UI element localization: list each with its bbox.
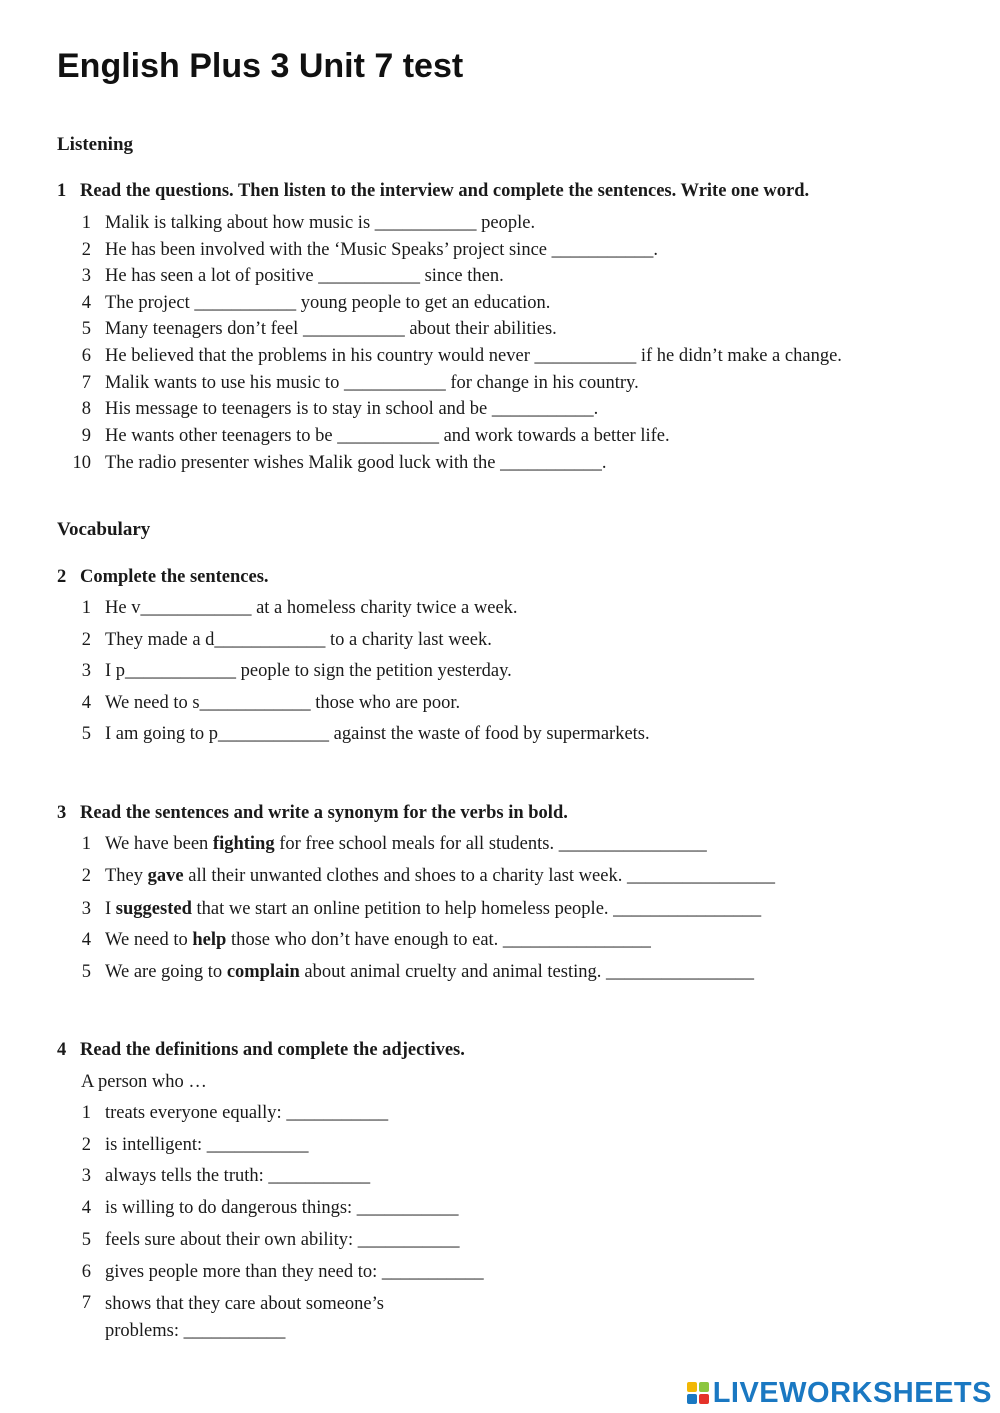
item-text: treats everyone equally: ___________ — [105, 1103, 389, 1123]
item-text: feels sure about their own ability: ___________ — [105, 1230, 460, 1250]
logo-square — [687, 1394, 697, 1404]
item-text: Malik wants to use his music to ___________ for change in his country. — [105, 373, 639, 393]
exercise-number: 3 — [57, 803, 67, 823]
instruction-text: Read the questions. Then listen to the interview and complete the sentences. Write one word. — [80, 181, 810, 201]
exercise-4-item — [63, 1291, 435, 1345]
item-text: His message to teenagers is to stay in school and be ___________. — [105, 399, 599, 419]
logo-square — [699, 1394, 709, 1404]
exercise-3-instruction — [57, 801, 568, 825]
item-text: He has seen a lot of positive ___________ since then. — [105, 266, 504, 286]
exercise-4-item — [63, 1228, 460, 1252]
item-number: 5 — [81, 319, 91, 339]
item-number: 6 — [81, 346, 91, 366]
item-number: 2 — [81, 866, 91, 886]
item-number: 7 — [81, 373, 91, 393]
text-before: We have been — [105, 834, 213, 854]
exercise-1-item — [63, 317, 557, 341]
text-before: We need to — [105, 930, 193, 950]
item-text — [105, 864, 775, 888]
text-after: for free school meals for all students. ________________ — [274, 834, 707, 854]
text-after: about animal cruelty and animal testing. ________________ — [299, 962, 754, 982]
item-number: 3 — [81, 661, 91, 681]
exercise-3-item — [63, 832, 707, 856]
exercise-1-item — [63, 397, 598, 421]
exercise-2-item — [63, 691, 460, 715]
item-number: 7 — [81, 1293, 91, 1313]
item-number: 4 — [81, 293, 91, 313]
exercise-1-instruction — [57, 179, 809, 203]
exercise-2-item — [63, 628, 492, 652]
logo-square — [699, 1382, 709, 1392]
exercise-3-item — [63, 897, 761, 921]
item-number: 4 — [81, 930, 91, 950]
text-before: I — [105, 899, 116, 919]
logo-text: LIVEWORKSHEETS — [712, 1376, 992, 1409]
exercise-4-item — [63, 1164, 370, 1188]
item-text: They made a d____________ to a charity last week. — [105, 630, 492, 650]
exercise-3-item — [63, 928, 651, 952]
item-text: is willing to do dangerous things: ___________ — [105, 1198, 459, 1218]
exercise-1-item — [63, 424, 670, 448]
bold-verb: help — [192, 930, 227, 950]
instruction-text: Complete the sentences. — [80, 567, 269, 587]
item-text — [105, 928, 651, 952]
text-after: that we start an online petition to help homeless people. ________________ — [191, 899, 762, 919]
exercise-2-item — [63, 722, 650, 746]
section-heading-vocabulary: Vocabulary — [57, 519, 151, 540]
exercise-number: 2 — [57, 567, 67, 587]
exercise-1-item — [63, 344, 842, 368]
exercise-number: 4 — [57, 1040, 67, 1060]
exercise-4-item — [63, 1260, 484, 1284]
instruction-text: Read the definitions and complete the adjectives. — [80, 1040, 465, 1060]
item-number: 5 — [81, 724, 91, 744]
exercise-1-item — [63, 238, 658, 262]
item-number: 1 — [81, 213, 91, 233]
item-text: shows that they care about someone’s problems: ___________ — [105, 1294, 384, 1341]
item-number: 5 — [81, 1230, 91, 1250]
item-text: Many teenagers don’t feel ___________ about their abilities. — [105, 319, 557, 339]
exercise-1-item — [63, 291, 550, 315]
item-text — [105, 832, 707, 856]
item-number: 2 — [81, 630, 91, 650]
exercise-2-item — [63, 596, 518, 620]
item-number: 3 — [81, 1166, 91, 1186]
text-before: They — [105, 866, 148, 886]
item-number: 3 — [81, 899, 91, 919]
exercise-2-item — [63, 659, 512, 683]
exercise-4-lead: A person who … — [81, 1072, 207, 1092]
item-text: always tells the truth: ___________ — [105, 1166, 371, 1186]
item-number: 5 — [81, 962, 91, 982]
item-text: gives people more than they need to: ___________ — [105, 1262, 484, 1282]
instruction-text: Read the sentences and write a synonym for the verbs in bold. — [80, 803, 568, 823]
bold-verb: suggested — [115, 899, 192, 919]
item-text — [105, 960, 754, 984]
item-number: 6 — [81, 1262, 91, 1282]
item-text: He believed that the problems in his country would never ___________ if he didn’t make a change. — [105, 346, 842, 366]
item-text: Malik is talking about how music is ___________ people. — [105, 213, 536, 233]
exercise-1-item — [63, 211, 535, 235]
exercise-1-item — [63, 371, 639, 395]
exercise-4-item — [63, 1101, 388, 1125]
item-text: The project ___________ young people to get an education. — [105, 293, 551, 313]
item-number: 2 — [81, 1135, 91, 1155]
exercise-3-item — [63, 864, 775, 888]
text-after: all their unwanted clothes and shoes to a charity last week. ________________ — [183, 866, 775, 886]
page-title: English Plus 3 Unit 7 test — [57, 47, 464, 85]
exercise-2-instruction — [57, 565, 269, 589]
item-text: He has been involved with the ‘Music Speaks’ project since ___________. — [105, 240, 658, 260]
exercise-number: 1 — [57, 181, 67, 201]
exercise-1-item — [63, 264, 504, 288]
logo-square — [687, 1382, 697, 1392]
exercise-1-item — [63, 451, 606, 475]
bold-verb: complain — [226, 962, 300, 982]
item-number: 3 — [81, 266, 91, 286]
item-number: 4 — [81, 1198, 91, 1218]
item-number: 1 — [81, 834, 91, 854]
item-number: 2 — [81, 240, 91, 260]
exercise-3-item — [63, 960, 754, 984]
section-heading-listening: Listening — [57, 134, 134, 155]
item-number: 8 — [81, 399, 91, 419]
item-text: I am going to p____________ against the waste of food by supermarkets. — [105, 724, 650, 744]
item-text: is intelligent: ___________ — [105, 1135, 309, 1155]
item-number: 1 — [81, 598, 91, 618]
item-number: 9 — [81, 426, 91, 446]
item-number: 1 — [81, 1103, 91, 1123]
exercise-4-instruction — [57, 1038, 465, 1062]
item-text: He wants other teenagers to be ___________ and work towards a better life. — [105, 426, 670, 446]
item-text: The radio presenter wishes Malik good luck with the ___________. — [105, 453, 607, 473]
bold-verb: gave — [147, 866, 184, 886]
text-before: We are going to — [105, 962, 227, 982]
bold-verb: fighting — [212, 834, 275, 854]
exercise-4-item — [63, 1133, 309, 1157]
exercise-4-item — [63, 1196, 459, 1220]
item-text: I p____________ people to sign the petition yesterday. — [105, 661, 512, 681]
item-text — [105, 897, 761, 921]
item-text: We need to s____________ those who are poor. — [105, 693, 461, 713]
logo-mark-icon — [687, 1382, 709, 1404]
liveworksheets-logo — [687, 1377, 992, 1409]
item-number: 10 — [72, 453, 91, 473]
item-text: He v____________ at a homeless charity twice a week. — [105, 598, 518, 618]
item-number: 4 — [81, 693, 91, 713]
text-after: those who don’t have enough to eat. ________________ — [226, 930, 651, 950]
